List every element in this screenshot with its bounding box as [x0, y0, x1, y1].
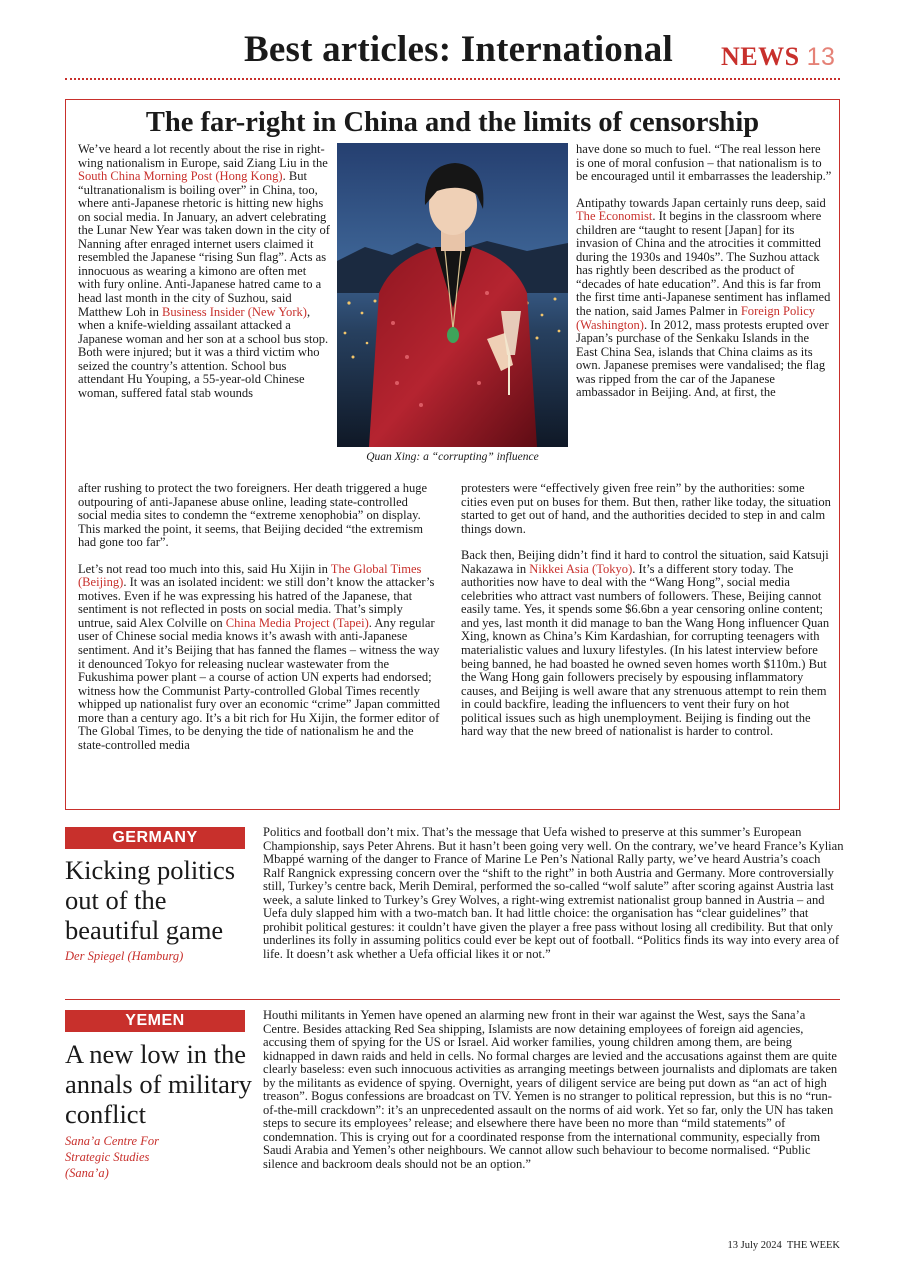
source-publication: The Global Times (Beijing) [78, 561, 422, 590]
footer-date: 13 July 2024 [727, 1240, 782, 1251]
brief-source: Der Spiegel (Hamburg) [65, 949, 184, 963]
source-publication: Nikkei Asia (Tokyo) [529, 561, 633, 576]
feature-col1-bottom [78, 482, 440, 752]
paragraph-text: , when a knife-wielding assailant attacked a Japanese woman and her son at a school bus stop. Both were injured; but it was a third victim who seized the country’s attention. School bus attendant Hu Youping, a 55-year-old Chinese woman, suffered fatal stab wounds [78, 304, 329, 400]
feature-paragraph [461, 549, 833, 739]
paragraph-text: Antipathy towards Japan certainly runs deep, said [576, 195, 826, 210]
paragraph-text: . It was an isolated incident: we still don’t know the attacker’s motives. Even if he was expressing his hatred of the Japanese, that sentiment is not reflected in posts on social media. That’s simply untrue, said Alex Colville on [78, 575, 435, 630]
paragraph-text: Let’s not read too much into this, said Hu Xijin in [78, 561, 331, 576]
brief-title: Kicking politics out of the beautiful game [65, 855, 236, 945]
feature-headline: The far-right in China and the limits of censorship [145, 107, 760, 138]
source-publication: China Media Project (Tapei) [225, 615, 369, 630]
brief-body: Politics and football don’t mix. That’s the message that Uefa wished to preserve at this summer’s European Championship, says Peter Ahrens. But it hasn’t been going very well. On the contrary, we’ve heard France’s Kylian Mbappé warning of the danger to France of Marine Le Pen’s National Rally party, we’ve heard Austria’s coach Ralf Rangnick expressing concern over the “shift to the right” in both Austria and Germany. More controversially still, Turkey’s centre back, Merih Demiral, performed the so-called “wolf salute” after scoring against Austria last week, a salute linked to Turkey’s Grey Wolves, a right-wing extremist nationalist group banned in Austria – and Uefa duly slapped him with a two-match ban. It had little choice: the organisation has “clear guidelines” that prohibit political gestures: it couldn’t have given the player a free pass without losing all credibility. But that only underlines its folly in assuming politics could ever be kept out of football. “Politics finds its way into every area of life. It doesn’t ask whether a Uefa official likes it or not.” [263, 825, 844, 961]
feature-col2-top [576, 143, 832, 400]
feature-col1-top [78, 143, 330, 400]
source-publication: The Economist [576, 209, 653, 224]
footer-publication: THE WEEK [786, 1240, 840, 1251]
page-footer [728, 1240, 841, 1251]
country-tag: GERMANY [65, 827, 245, 849]
paragraph-text: . In 2012, mass protests erupted over Japan’s purchase of the Senkaku Islands in the East China Sea, islands that China claims as its own. Japanese premises were vandalised; the flag was ripped from the car of the Japanese ambassador in Beijing. And, at first, the [576, 317, 829, 400]
section-divider [65, 999, 840, 1000]
paragraph-text: Back then, Beijing didn’t find it hard to control the situation, said Katsuji Nakazawa in [461, 548, 829, 576]
section-label [721, 42, 835, 72]
header-rule [65, 78, 840, 80]
brief-source: Sana’a Centre For Strategic Studies (Sana’a) [65, 1134, 159, 1180]
feature-photo [337, 143, 568, 447]
source-publication: South China Morning Post (Hong Kong) [78, 169, 283, 184]
photo-caption: Quan Xing: a “corrupting” influence [366, 451, 539, 463]
paragraph-text: . It’s a different story today. The authorities now have to deal with the “Wang Hong”, social media celebrities who attract vast numbers of followers. These, Beijing cannot easily tame. Yes, it spends some $6.6bn a year censoring online content; and yes, last month it did manage to ban the Wang Hong influencer Quan Xing, known as China’s Kim Kardashian, for corrupting teenagers with materialistic values and luxury lifestyles. (In his latest interview before being banned, he had boasted he owned seven homes worth $110m.) But the Wang Hong gain followers precisely by espousing inflammatory causes, and Beijing is well aware that any strenuous attempt to rein them in could backfire, leading the influencers to vent their fury on hot political issues such as high unemployment. Beijing is finding out the hard way that the new breed of nationalist is harder to control. [461, 561, 830, 739]
brief-body: Houthi militants in Yemen have opened an alarming new front in their war against the West, says the Sana’a Centre. Besides attacking Red Sea shipping, Islamists are now detaining employees of foreign aid agencies, accusing them of spying for the US or Israel. Aid worker families, young children among them, are being kidnapped in dawn raids and held in cells. No formal charges are levied and the accusations against them are quite clearly baseless: even such innocuous activities as arranging meetings between journalists and diplomats are taken by the militants as evidence of spying. Overnight, years of diligent service are being put down as “an act of high treason”. Bogus confessions are broadcast on TV. Yemen is no stranger to political repression, but this is no “run-of-the-mill crackdown”: it’s an unprecedented assault on the norms of aid work. Yet so far, only the UN has taken steps to secure its employees’ release; and elsewhere there have been no more than “mild statements” of condemnation. This is crying out for a coordinated response from the international community, especially from Saudi Arabia and Yemen’s other neighbours. We cannot allow such behaviour to become normalised. “Public silence and backroom deals should not be an option.” [263, 1008, 838, 1172]
feature-paragraph [576, 197, 832, 400]
page-number: 13 [806, 43, 836, 71]
country-tag: YEMEN [65, 1010, 245, 1032]
paragraph-text: We’ve heard a lot recently about the rise in right-wing nationalism in Europe, said Ziang Liu in the [78, 142, 328, 170]
feature-paragraph: after rushing to protect the two foreigners. Her death triggered a huge outpouring of anti-Japanese abuse online, leading state-controlled social media sites to condemn the “extreme xenophobia” on display. This marked the point, it seems, that Beijing decided “the extremism had gone too far”. [78, 481, 428, 550]
paragraph-text: . But “ultranationalism is boiling over” in China, too, where anti-Japanese rhetoric is hitting new highs on social media. In January, an advert celebrating the Lunar New Year was taken down in the city of Nanning after enraged internet users claimed it resembled the Japanese “rising Sun flag”. Acts as innocuous as wearing a kimono are often met with fury online. Anti-Japanese hatred came to a head last month in the city of Suzhou, said Matthew Loh in [78, 169, 330, 319]
page-title: Best articles: International [244, 29, 673, 70]
source-publication: Business Insider (New York) [161, 304, 307, 319]
paragraph-text: . Any regular user of Chinese social media knows it’s awash with anti-Japanese sentiment. And it’s Beijing that has fanned the flames – witness the way it denounced Tokyo for releasing nuclear wastewater from the Fukushima power plant – a course of action UN experts had endorsed; witness how the Communist Party-controlled Global Times recently whipped up nationalist fury over an economic “crime” Japan committed more than a century ago. It’s a bit rich for Hu Xijin, the former editor of The Global Times, to be denying the tide of nationalism he and the state-controlled media [78, 615, 440, 752]
feature-col2-bottom [461, 482, 833, 739]
feature-paragraph [78, 143, 330, 400]
brief-title: A new low in the annals of military conflict [65, 1039, 252, 1129]
source-publication: Foreign Policy (Washington) [576, 304, 816, 332]
feature-paragraph: have done so much to fuel. “The real lesson here is one of moral confusion – that nationalism is to be encouraged until it embarrasses the leadership.” [576, 142, 832, 184]
feature-paragraph [78, 563, 440, 753]
portrait-illustration [337, 143, 568, 447]
paragraph-text: . It begins in the classroom where children are “taught to resent [Japan] for its invasion of China and the atrocities it committed during the 1930s and 1940s”. The Suzhou attack has rightly been described as the product of “decades of hate education”. And this is far from the first time anti-Japanese sentiment has inflamed the nation, said James Palmer in [576, 209, 831, 319]
feature-paragraph: protesters were “effectively given free rein” by the authorities: some cities even put on buses for them. But then, rather like today, the situation started to get out of hand, and the authorities decided to step in and calm things down. [461, 481, 831, 536]
section-name: NEWS [721, 42, 800, 71]
